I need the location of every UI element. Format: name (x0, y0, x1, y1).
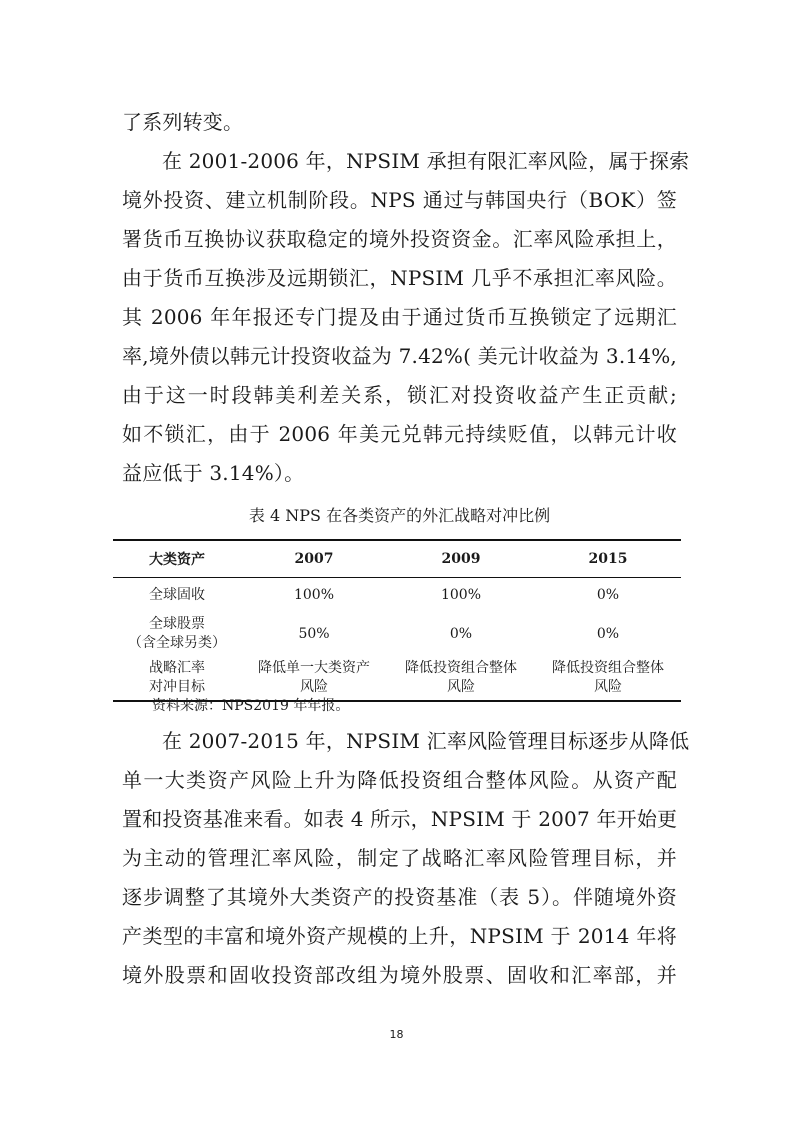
cell-line: 降低单一大类资产 (258, 660, 370, 676)
table-cell (241, 656, 387, 701)
cell-line: （含全球另类） (128, 635, 226, 651)
row-label-cell (113, 656, 241, 701)
table-cell (535, 656, 681, 701)
text-line: 境外投资、建立机制阶段。NPS 通过与韩国央行（BOK）签 (122, 188, 677, 212)
table-cell (535, 612, 681, 656)
table-cell (387, 656, 535, 701)
cell-line: 全球固收 (149, 586, 205, 603)
text-line: 其 2006 年年报还专门提及由于通过货币互换锁定了远期汇 (122, 305, 677, 329)
table-row (113, 578, 681, 613)
cell-line: 全球股票 (149, 616, 205, 632)
text-line: 率,境外债以韩元计投资收益为 7.42%( 美元计收益为 3.14%, (122, 344, 677, 368)
cell-line: 对冲目标 (149, 679, 205, 695)
text-line: 益应低于 3.14%）。 (122, 461, 305, 485)
paragraph-2001-2006 (122, 142, 690, 493)
text-line: 置和投资基准来看。如表 4 所示，NPSIM 于 2007 年开始更 (122, 807, 678, 831)
text-line: 逐步调整了其境外大类资产的投资基准（表 5）。伴随境外资 (122, 885, 677, 909)
hedge-ratio-table (113, 539, 681, 702)
table-cell (535, 578, 681, 613)
header-cell: 2009 (387, 540, 535, 578)
text-line: 产类型的丰富和境外资产规模的上升，NPSIM 于 2014 年将 (122, 924, 677, 948)
cell-line: 0% (596, 586, 620, 603)
text-line: 境外股票和固收投资部改组为境外股票、固收和汇率部，并 (122, 963, 677, 987)
cell-line: 风险 (594, 679, 622, 695)
paragraph-2007-2015 (122, 722, 690, 995)
header-cell: 2015 (535, 540, 681, 578)
text-line: 单一大类资产风险上升为降低投资组合整体风险。从资产配 (122, 768, 677, 792)
table-row (113, 656, 681, 701)
table-cell (387, 578, 535, 613)
paragraph-continuation (122, 103, 677, 142)
header-cell: 大类资产 (113, 540, 241, 578)
header-cell: 2007 (241, 540, 387, 578)
page-number: 18 (389, 1028, 404, 1041)
cell-line: 0% (596, 625, 620, 642)
table-cell (241, 578, 387, 613)
text-line: 署货币互换协议获取稳定的境外投资资金。汇率风险承担上， (122, 227, 677, 251)
text-line: 在 2001-2006 年，NPSIM 承担有限汇率风险，属于探索 (162, 149, 690, 173)
table-cell (387, 612, 535, 656)
text-line: 了系列转变。 (122, 110, 244, 134)
text-line: 由于货币互换涉及远期锁汇，NPSIM 几乎不承担汇率风险。 (122, 266, 677, 290)
table-header-row (113, 540, 681, 578)
cell-line: 100% (440, 586, 482, 603)
row-label-cell (113, 612, 241, 656)
row-label-cell (113, 578, 241, 613)
text-line: 由于这一时段韩美利差关系，锁汇对投资收益产生正贡献; (122, 383, 677, 407)
table-source-note: 资料来源：NPS2019 年年报。 (152, 698, 350, 714)
cell-line: 降低投资组合整体 (405, 660, 517, 676)
cell-line: 0% (449, 625, 473, 642)
cell-line: 50% (298, 625, 330, 642)
cell-line: 100% (293, 586, 335, 603)
table-caption: 表 4 NPS 在各类资产的外汇战略对冲比例 (248, 506, 551, 525)
table-cell (241, 612, 387, 656)
text-line: 如不锁汇，由于 2006 年美元兑韩元持续贬值，以韩元计收 (122, 422, 677, 446)
cell-line: 风险 (447, 679, 475, 695)
text-line: 在 2007-2015 年，NPSIM 汇率风险管理目标逐步从降低 (162, 729, 690, 753)
table-row (113, 612, 681, 656)
cell-line: 战略汇率 (149, 660, 205, 676)
text-line: 为主动的管理汇率风险，制定了战略汇率风险管理目标，并 (122, 846, 677, 870)
cell-line: 风险 (300, 679, 328, 695)
cell-line: 降低投资组合整体 (552, 660, 664, 676)
